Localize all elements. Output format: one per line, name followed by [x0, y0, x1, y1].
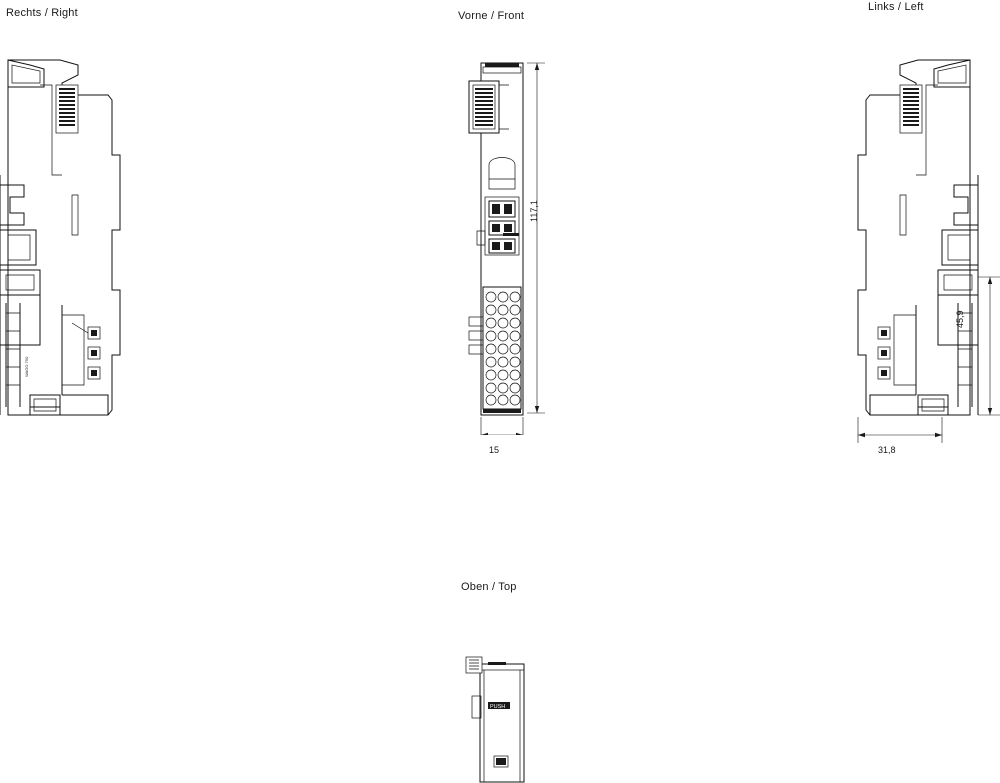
dimension-width-label: 15 [489, 445, 500, 455]
dimension-depth-partial-label: 45,9 [955, 310, 965, 328]
view-front-drawing [465, 55, 575, 435]
view-left-drawing [838, 55, 1000, 455]
view-label-right: Rechts / Right [6, 7, 78, 19]
dimension-height-label: 117,1 [529, 200, 539, 222]
view-top-drawing [458, 648, 548, 783]
view-label-left: Links / Left [868, 1, 924, 13]
view-right-drawing [0, 55, 140, 455]
side-marking-text: WAGO 750 [24, 356, 29, 377]
dimension-depth-label: 31,8 [878, 445, 896, 455]
view-label-top: Oben / Top [461, 581, 517, 593]
view-label-front: Vorne / Front [458, 10, 525, 22]
push-marking-text: PUSH [490, 704, 506, 710]
